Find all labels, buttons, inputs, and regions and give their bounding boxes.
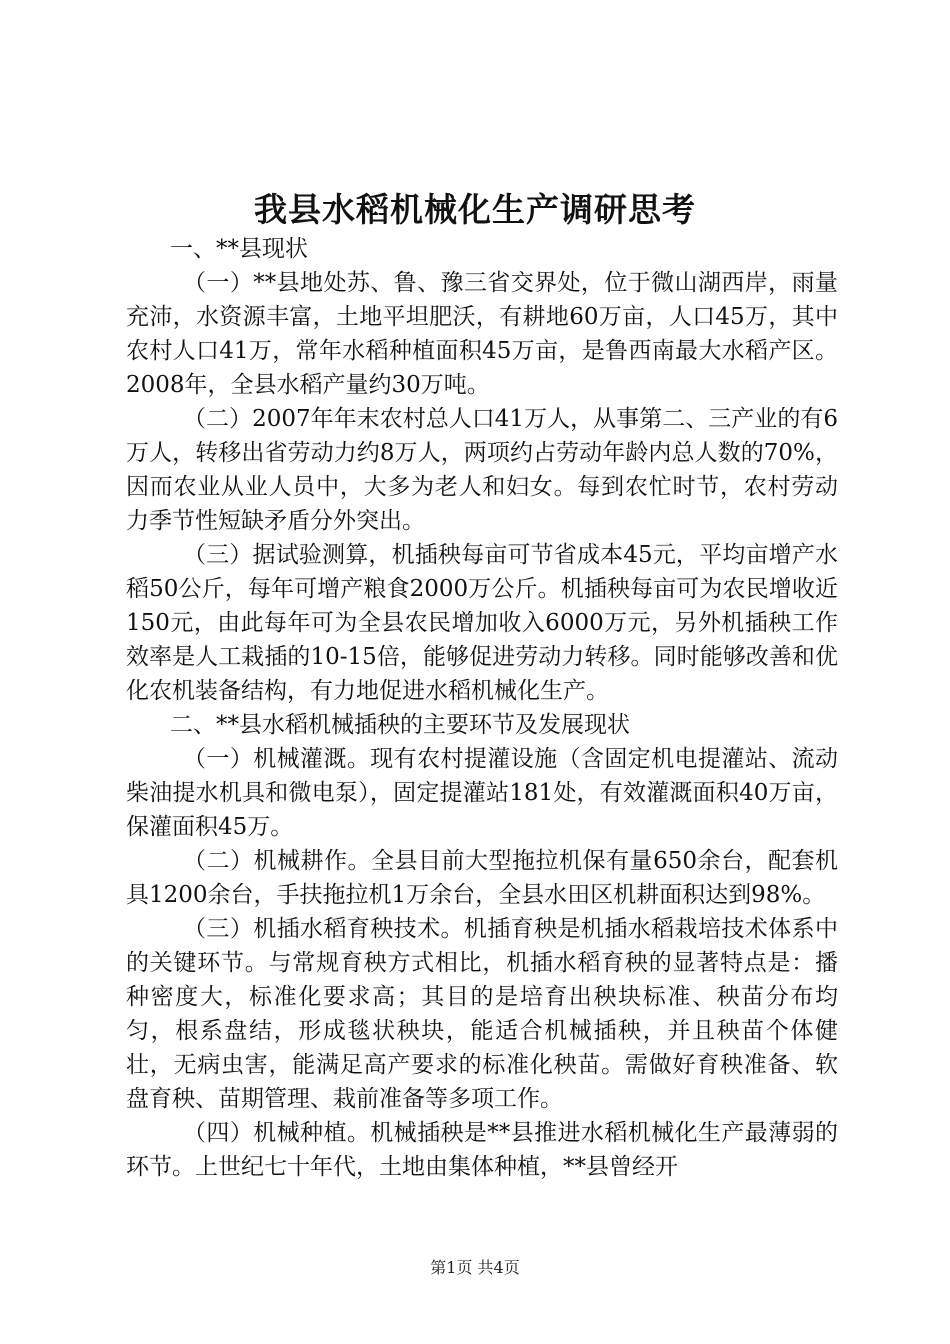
document-title: 我县水稻机械化生产调研思考 xyxy=(254,190,696,229)
page-footer: 第1页 共4页 xyxy=(430,1258,520,1277)
body-paragraph: （一）**县地处苏、鲁、豫三省交界处，位于微山湖西岸，雨量充沛，水资源丰富，土地平坦肥沃，有耕地60万亩，人口45万，其中农村人口41万，常年水稻种植面积45万亩，是鲁西南最大水稻产区。2008年，全县水稻产量约30万吨。 xyxy=(126,270,838,398)
body-paragraph: （一）机械灌溉。现有农村提灌设施（含固定机电提灌站、流动柴油提水机具和微电泵），固定提灌站181处，有效灌溉面积40万亩，保灌面积45万。 xyxy=(126,746,838,840)
document-body xyxy=(126,232,838,1184)
body-paragraph: （四）机械种植。机械插秧是**县推进水稻机械化生产最薄弱的环节。上世纪七十年代，土地由集体种植，**县曾经开 xyxy=(126,1120,838,1180)
body-paragraph: （二）2007年年末农村总人口41万人，从事第二、三产业的有6万人，转移出省劳动力约8万人，两项约占劳动年龄内总人数的70%，因而农业从业人员中，大多为老人和妇女。每到农忙时节，农村劳动力季节性短缺矛盾分外突出。 xyxy=(126,406,838,534)
section-heading: 一、**县现状 xyxy=(170,236,308,262)
body-paragraph: （三）机插水稻育秧技术。机插育秧是机插水稻栽培技术体系中的关键环节。与常规育秧方式相比，机插水稻育秧的显著特点是：播种密度大，标准化要求高；其目的是培育出秧块标准、秧苗分布均匀，根系盘结，形成毯状秧块，能适合机械插秧，并且秧苗个体健壮，无病虫害，能满足高产要求的标准化秧苗。需做好育秧准备、软盘育秧、苗期管理、栽前准备等多项工作。 xyxy=(126,916,838,1112)
body-paragraph: （三）据试验测算，机插秧每亩可节省成本45元，平均亩增产水稻50公斤，每年可增产粮食2000万公斤。机插秧每亩可为农民增收近150元，由此每年可为全县农民增加收入6000万元，另外机插秧工作效率是人工栽插的10-15倍，能够促进劳动力转移。同时能够改善和优化农机装备结构，有力地促进水稻机械化生产。 xyxy=(126,542,838,704)
section-heading: 二、**县水稻机械插秧的主要环节及发展现状 xyxy=(170,712,630,738)
body-paragraph: （二）机械耕作。全县目前大型拖拉机保有量650余台，配套机具1200余台，手扶拖拉机1万余台，全县水田区机耕面积达到98%。 xyxy=(126,848,838,908)
